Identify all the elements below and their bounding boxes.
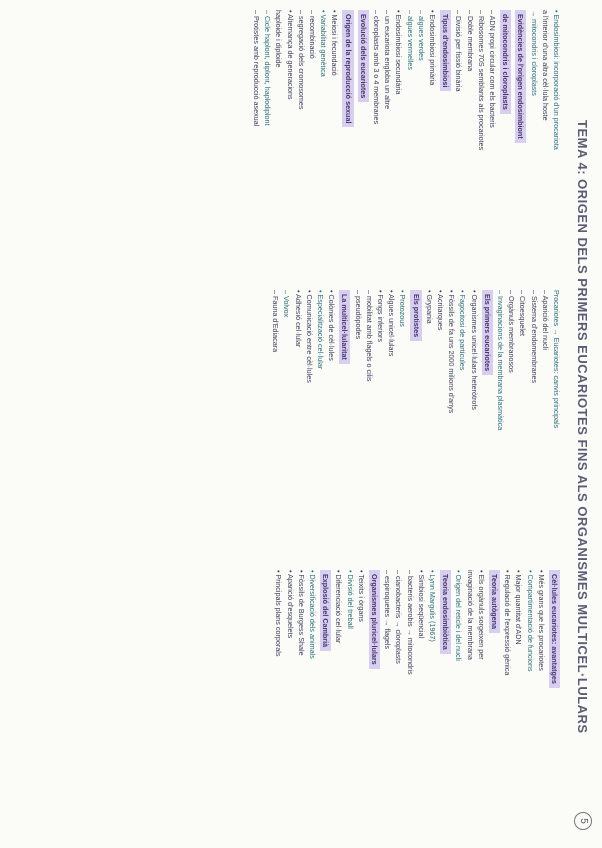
note-line [292, 290, 303, 430]
note-line [453, 570, 464, 688]
note-line-text: • Meiosi i fecundació [330, 10, 340, 76]
note-line-text: – cloroplasts amb 3 o 4 membranes [371, 10, 381, 125]
note-line-text: a l'interior d'una altra cèl·lula hoste [540, 10, 550, 121]
notes-column-2 [270, 290, 562, 430]
section-heading [438, 10, 453, 150]
note-line [262, 10, 273, 150]
section-heading [337, 290, 352, 430]
note-line [476, 570, 487, 688]
note-line [540, 290, 551, 430]
note-line [524, 570, 535, 688]
note-line-text: – Protistes amb reproducció asexual [251, 10, 261, 127]
section-heading-text: Tipus d'endosimbiosi [440, 10, 451, 91]
note-line-text: – recombinació [307, 10, 317, 59]
note-line [382, 10, 393, 150]
section-heading-text: Organismes pluricel·lulars [369, 570, 380, 669]
note-line [446, 290, 457, 430]
note-line [464, 10, 475, 150]
note-line-text: • Diferenciació cel·lular [334, 570, 344, 644]
notes-column-1 [251, 10, 562, 150]
note-line-text: haploide i diploide [274, 10, 284, 68]
note-line-text: • Adhesió cel·lular [293, 290, 303, 348]
note-line-text: • Origen del reticle i del nucli [454, 570, 464, 661]
note-line-text: • Endosimbiosi secundària [394, 10, 404, 95]
note-line [416, 570, 427, 688]
section-heading-text: de mitocondris i cloroplasts [500, 10, 511, 114]
note-line [333, 570, 344, 688]
section-heading-text: La multicel·lularitat [339, 290, 350, 364]
note-line [393, 10, 404, 150]
note-line-text: – Aparició del nucli [540, 290, 550, 350]
note-line-text: – mobilitat amb flagels o cilis [364, 290, 374, 382]
section-heading [408, 290, 423, 430]
note-line [427, 570, 438, 688]
note-line [273, 10, 284, 150]
note-line [273, 570, 284, 688]
note-line [404, 570, 415, 688]
note-line [356, 570, 367, 688]
note-line [528, 290, 539, 430]
note-line-text: – Doble membrana [465, 10, 475, 72]
section-heading [513, 10, 528, 150]
note-line-text: • Regulació de l'expressió gènica [503, 570, 513, 676]
note-line-text: • Acritarques [435, 290, 445, 331]
note-line [386, 290, 397, 430]
note-line [344, 570, 355, 688]
note-line-text: • Especialització cel·lular [315, 290, 325, 370]
note-line [371, 10, 382, 150]
note-line [296, 570, 307, 688]
section-heading-text: Origen de la reproducció sexual [342, 10, 353, 127]
section-heading [367, 570, 382, 688]
note-line [506, 290, 517, 430]
note-line-text: • Més grans que les procariotes [536, 570, 546, 671]
note-line-text: • Compartimentació de funcions [525, 570, 535, 672]
note-line [296, 10, 307, 150]
note-line [427, 10, 438, 150]
note-line-text: • Divisió del treball [345, 570, 355, 629]
section-heading [487, 570, 502, 688]
note-line [270, 290, 281, 430]
note-line [404, 10, 415, 150]
note-line-text: – un eucariota engloba un altre [383, 10, 393, 110]
note-line-text: Procariotes → Eucariotes: canvis principals [552, 290, 561, 429]
note-line [551, 290, 562, 430]
note-line-text: • Els orgànuls sorgeixen per [476, 570, 486, 660]
note-line-text: – espiroquetes → flagels [383, 570, 393, 650]
note-line-text: – Volvox [282, 290, 292, 318]
note-line [468, 290, 479, 430]
note-line [326, 290, 337, 430]
section-heading-text: Cèl·lules eucariotes: avantatges [549, 570, 560, 688]
section-heading-text: Els primers eucariotes [482, 290, 493, 375]
note-line [329, 10, 340, 150]
note-line-text: • Grypania [424, 290, 434, 324]
note-line [315, 290, 326, 430]
section-heading [480, 290, 495, 430]
note-line [307, 10, 318, 150]
note-line [517, 290, 528, 430]
note-line-text: – Invaginacions de la membrana plasmàtica [495, 290, 505, 431]
note-line-text: • Colònies de cèl·lules [327, 290, 337, 361]
note-line [281, 290, 292, 430]
note-line-text: – ADN propi circular com els bacteris [487, 10, 497, 128]
note-line [251, 10, 262, 150]
section-heading-text: Evidències de l'origen endosimbiont [515, 10, 526, 143]
note-line-text: • Simbiosi seqüencial [416, 570, 426, 639]
note-line-text: – Orgànuls membranosos [507, 290, 517, 373]
note-line [435, 290, 446, 430]
note-line-text: • Fòssils de fa uns 2000 milions d'anys [447, 290, 457, 414]
note-line-text: • Major quantitat d'ADN [514, 570, 524, 645]
note-line-text: • Algues unicel·lulars [387, 290, 397, 357]
note-line-text: – algues vermelles [405, 10, 415, 70]
note-line [382, 570, 393, 688]
note-line [364, 290, 375, 430]
note-line-text: • Fagocitosi de partícules [458, 290, 468, 371]
section-heading-text: Evolució dels eucariotes [358, 10, 369, 102]
note-line [487, 10, 498, 150]
note-line-text: – Sistema d'endomembranes [529, 290, 539, 384]
note-line-text: invaginació de la membrana [465, 570, 475, 660]
note-line-text: → mitocondris i cloroplasts [529, 10, 539, 96]
note-line [284, 10, 295, 150]
section-heading [498, 10, 513, 150]
note-line [424, 290, 435, 430]
note-line [528, 10, 539, 150]
section-heading-text: Els protistes [410, 290, 421, 341]
note-line-text: • Endosimbiosi primària [427, 10, 437, 86]
note-line-text: – Divisió per fissió binària [454, 10, 464, 92]
note-line-text: – segregació dels cromosomes [296, 10, 306, 110]
note-line [464, 570, 475, 688]
note-line-text: – Ribosomes 70S semblants als procariotes [476, 10, 486, 151]
note-line-text: • Diversificació dels animals [307, 570, 317, 659]
note-line-text: – pseudòpodes [353, 290, 363, 340]
section-heading-text: Teoria autògena [489, 570, 500, 633]
note-line-text: • Variabilitat genètica [319, 10, 329, 77]
note-line-text: • Fòssils de Burgess Shale [296, 570, 306, 656]
section-heading-text: Teoria endosimbiòtica [440, 570, 451, 654]
note-line-text: • Fongs inferiors [375, 290, 385, 343]
section-heading [438, 570, 453, 688]
note-line [495, 290, 506, 430]
note-line [393, 570, 404, 688]
note-line [536, 570, 547, 688]
note-line-text: • Teixits i òrgans [356, 570, 366, 622]
note-line [540, 10, 551, 150]
note-line-text: • Principals plans corporals [274, 570, 284, 657]
note-line [304, 290, 315, 430]
note-line-text: • Aparició d'esquelets [285, 570, 295, 639]
note-line [476, 10, 487, 150]
note-line [397, 290, 408, 430]
notes-column-3 [273, 570, 562, 688]
section-heading [547, 570, 562, 688]
page-title: TEMA 4: ORIGEN DELS PRIMERS EUCARIOTES FINS ALS ORGANISMES MULTICEL·LULARS [575, 120, 590, 734]
note-line [551, 10, 562, 150]
note-line [416, 10, 427, 150]
note-line [457, 290, 468, 430]
note-line-text: • Endosimbiosi: incorporació d'un procariota [552, 10, 561, 150]
note-line-text: – algues verdes [416, 10, 426, 61]
note-line-text: • Protozous [398, 290, 408, 327]
note-line-text: – bacteris aerobis → mitocondris [405, 570, 415, 675]
note-line [284, 570, 295, 688]
section-heading [340, 10, 355, 150]
note-line [318, 10, 329, 150]
note-line-text: • Organismes unicel·lulars heteròtrofs [469, 290, 479, 410]
note-line-text: • Comunicació entre cèl·lules [304, 290, 314, 383]
page-number: 5 [574, 812, 592, 830]
note-line-text: • Lynn Margulis (1967) [427, 570, 437, 642]
note-line-text: – cianobacteris → cloroplasts [394, 570, 404, 664]
note-line [307, 570, 318, 688]
note-line [453, 10, 464, 150]
note-line-text: – Fauna d'Ediacara [271, 290, 281, 353]
note-line [513, 570, 524, 688]
section-heading [318, 570, 333, 688]
section-heading [356, 10, 371, 150]
section-heading-text: Explosió del Cambrià [320, 570, 331, 651]
note-line [352, 290, 363, 430]
note-line [502, 570, 513, 688]
note-line [375, 290, 386, 430]
note-line-text: • Alternança de generacions [285, 10, 295, 100]
note-line-text: – Citoesquelet [518, 290, 528, 336]
note-line-text: – Cicle haplont, diplont, haplodiplont [263, 10, 273, 126]
